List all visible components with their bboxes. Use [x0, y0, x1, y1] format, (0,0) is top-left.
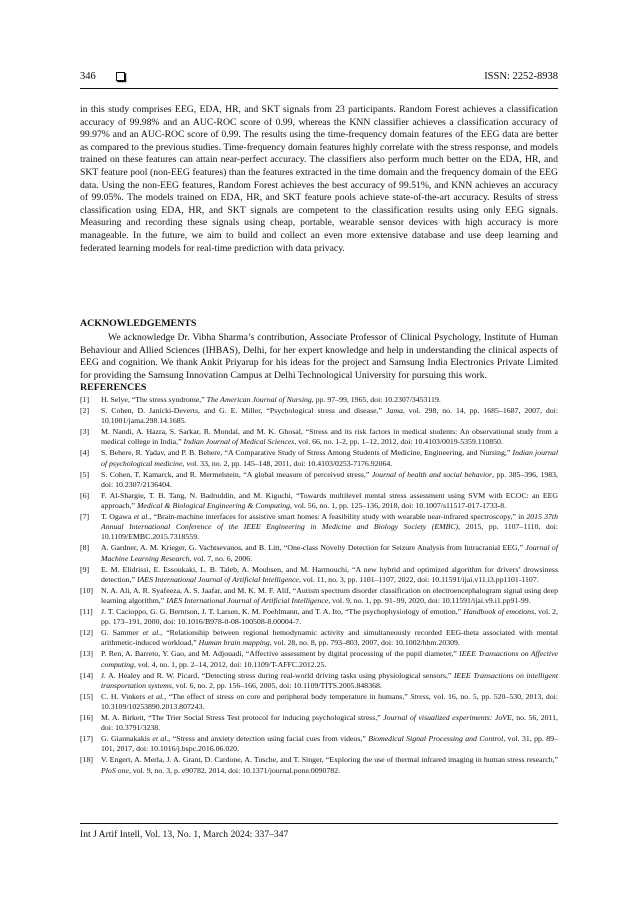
reference-item — [80, 692, 558, 712]
reference-venue: IEEE Transactions on intelligent transportation systems — [101, 670, 559, 690]
reference-venue: Jama — [385, 406, 403, 416]
reference-etal: et al. — [152, 734, 169, 744]
reference-etal: et al. — [147, 691, 165, 701]
reference-etal: et al. — [133, 512, 150, 522]
reference-details: , 2015, pp. 1107–1110, doi: 10.1109/EMBC.2015.7318559. — [101, 522, 558, 542]
reference-number: [8] — [80, 543, 90, 553]
reference-details: , vol. 56, no. 1, pp. 125–136, 2018, doi: 10.1007/s11517-017-1733-8. — [290, 501, 507, 511]
footer-rule — [80, 823, 558, 824]
reference-item — [80, 448, 558, 468]
reference-venue: The American Journal of Nursing — [206, 395, 312, 404]
reference-item — [80, 512, 558, 542]
reference-number: [11] — [80, 607, 93, 617]
reference-venue: Human brain mapping — [198, 638, 270, 648]
reference-details: , vol. 6, no. 2, pp. 156–166, 2005, doi: 10.1109/TITS.2005.848368. — [171, 680, 382, 690]
reference-item — [80, 427, 558, 447]
reference-item — [80, 713, 558, 733]
reference-venue: Stress — [410, 691, 429, 701]
reference-number: [10] — [80, 585, 93, 595]
reference-venue: Biomedical Signal Processing and Control — [368, 734, 504, 744]
reference-number: [3] — [80, 427, 90, 437]
reference-venue: IAES International Journal of Artificial Intelligence — [166, 595, 329, 605]
reference-number: [12] — [80, 628, 93, 638]
reference-details: , vol. 9, no. 3, p. e90782, 2014, doi: 10.1371/journal.pone.0090782. — [128, 765, 341, 775]
reference-number: [15] — [80, 691, 93, 701]
reference-venue: 2015 37th Annual International Conference of the IEEE Engineering in Medicine and Biology Society (EMBC) — [101, 512, 559, 532]
reference-venue: IEEE Transactions on Affective computing — [101, 649, 559, 669]
reference-venue: Journal of Machine Learning Research — [101, 543, 558, 563]
reference-number: [14] — [80, 670, 93, 680]
reference-authors: J. A. Healey and R. W. Picard, “Detecting stress during real-world driving tasks using physiological sensors,” — [101, 670, 452, 680]
reference-details: , vol. 298, no. 14, pp. 1685–1687, 2007, doi: 10.1001/jama.298.14.1685. — [101, 406, 558, 426]
reference-item — [80, 491, 558, 511]
reference-venue: PloS one — [101, 765, 129, 775]
reference-number: [16] — [80, 713, 93, 723]
reference-number: [7] — [80, 512, 90, 522]
reference-authors: S. Cohen, T. Kamarck, and R. Mermelstein, “A global measure of perceived stress,” — [101, 469, 370, 479]
page-header — [80, 71, 558, 87]
reference-venue: Indian Journal of Medical Sciences — [183, 437, 295, 447]
reference-details: , pp. 97–99, 1965, doi: 10.2307/3453119. — [311, 395, 441, 404]
reference-number: [4] — [80, 448, 90, 458]
reference-details: , vol. 16, no. 5, pp. 520–530, 2013, doi: 10.3109/10253890.2013.807243. — [101, 691, 558, 711]
journal-citation-footer: Int J Artif Intell, Vol. 13, No. 1, March 2024: 337–347 — [80, 829, 289, 840]
reference-item — [80, 734, 558, 754]
reference-authors: S. Cohen, D. Janicki-Deverts, and G. E. Miller, “Psychological stress and disease,” — [101, 406, 382, 416]
reference-venue: Journal of health and social behavior — [371, 469, 493, 479]
reference-title: , “Relationship between regional hemodynamic activity and simultaneously recorded EEG-theta associated with mental arithmetic-induced workload,” — [101, 628, 559, 648]
reference-title: , “Brain-machine interfaces for assistive smart homes: A feasibility study with wearable near-infrared spectroscopy,” in — [149, 512, 525, 522]
reference-title: , “The effect of stress on core and peripheral body temperature in humans,” — [164, 691, 408, 701]
reference-details: , vol. 11, no. 3, pp. 1101–1107, 2022, doi: 10.11591/ijai.v11.i3.pp1101-1107. — [299, 574, 539, 584]
reference-venue: Indian journal of psychological medicine — [101, 448, 558, 468]
reference-list — [80, 395, 558, 777]
reference-etal: et al. — [142, 628, 161, 638]
reference-authors: N. A. Ali, A. R. Syafeeza, A. S. Jaafar, and M. K. M. F. Alif, “Autism spectrum disorder classification on electroencephalogram signal using deep learning algorithm,” — [101, 585, 558, 605]
reference-venue: Journal of visualized experiments: JoVE — [383, 713, 512, 723]
reference-number: [2] — [80, 406, 90, 416]
header-rule — [80, 88, 558, 89]
reference-authors: C. H. Vinkers — [101, 691, 146, 701]
conclusion-paragraph: in this study comprises EEG, EDA, HR, and SKT signals from 23 participants. Random Forest achieves a classification accuracy of 99.98% and an AUC-ROC score of 0.99, whereas the KNN classifier achieves a classification accuracy of 99.97% and an AUC-ROC score of 0.99. The results using the time-frequency domain features of the EEG data are better as compared to the previous studies. Time-frequency domain features highly correlate with the stress response, and models trained on these features can attain near-perfect accuracy. The classifiers also perform much better on the EDA, HR, and SKT feature pool (non-EEG features) than the features extracted in the time domain and the frequency domain of the EEG data. Using the non-EEG features, Random Forest achieves the best accuracy of 99.51%, and KNN achieves an accuracy of 99.05%. The models trained on EDA, HR, and SKT feature pools achieve state-of-the-art accuracy. Results of stress classification using EDA, HR, and SKT signals are competent to the classification results using only EEG signals. Measuring and recording these signals using cheap, portable, wearable sensor devices with high accuracy is more manageable. In the future, we aim to build and collect an even more extensive database and use deep learning and federated learning models for real-time prediction with data privacy. — [80, 104, 558, 254]
reference-authors: E. M. Elidrissi, E. Essoukaki, L. B. Taleb, A. Mouhsen, and M. Harmouchi, “A new hybrid and optimized algorithm for drivers’ drowsiness detection,” — [101, 564, 558, 584]
issn-label: ISSN: 2252-8938 — [484, 71, 558, 82]
reference-venue: Medical & Biological Engineering & Computing — [136, 501, 291, 511]
reference-details: , vol. 28, no. 8, pp. 793–803, 2007, doi: 10.1002/hbm.20309. — [269, 638, 460, 648]
reference-details: , pp. 385–396, 1983, doi: 10.2307/2136404. — [101, 469, 559, 489]
reference-item — [80, 406, 558, 426]
reference-details: , vol. 7, no. 6, 2006. — [189, 553, 253, 563]
checkbox-square-icon — [116, 72, 125, 81]
reference-authors: M. Nandi, A. Hazra, S. Sarkar, R. Mondal, and M. K. Ghosal, “Stress and its risk factors in medical students: An observational study from a medical college in India,” — [101, 427, 558, 447]
reference-authors: M. A. Birkett, “The Trier Social Stress Test protocol for inducing psychological stress,” — [101, 713, 381, 723]
reference-title: , “Stress and anxiety detection using facial cues from videos,” — [168, 734, 366, 744]
acknowledgements-paragraph: We acknowledge Dr. Vibha Sharma’s contribution, Associate Professor of Clinical Psychology, Institute of Human Behaviour and Allied Sciences (IHBAS), Delhi, for her expert knowledge and help in understanding the clinical aspects of EEG and cognition. We thank Ankit Priyarup for his ideas for the project and Samsung India Electronics Private Limited for providing the Samsung Innovation Campus at Delhi Technological University for pursuing this work. — [80, 332, 558, 381]
reference-number: [5] — [80, 469, 90, 479]
reference-details: , vol. 9, no. 1, pp. 91–99, 2020, doi: 10.11591/ijai.v9.i1.pp91-99. — [328, 595, 531, 605]
reference-item — [80, 565, 558, 585]
reference-authors: J. T. Cacioppo, G. G. Berntson, J. T. Larsen, K. M. Poehlmann, and T. A. Ito, “The psychophysiology of emotion,” — [101, 607, 462, 617]
reference-number: [18] — [80, 755, 93, 765]
reference-item — [80, 607, 558, 627]
reference-authors: G. Giannakakis — [101, 734, 150, 744]
reference-details: , vol. 66, no. 1-2, pp. 1–12, 2012, doi: 10.4103/0019-5359.110850. — [294, 437, 503, 447]
page-number: 346 — [80, 71, 96, 82]
reference-authors: V. Engert, A. Merla, J. A. Grant, D. Cardone, A. Tusche, and T. Singer, “Exploring the use of thermal infrared imaging in human stress research,” — [101, 755, 558, 765]
reference-item — [80, 470, 558, 490]
reference-authors: H. Selye, “The stress syndrome,” — [101, 395, 205, 404]
reference-item — [80, 586, 558, 606]
reference-number: [17] — [80, 734, 93, 744]
reference-details: , vol. 31, pp. 89–101, 2017, doi: 10.1016/j.bspc.2016.06.020. — [101, 734, 558, 754]
reference-venue: Handbook of emotions — [463, 607, 535, 617]
reference-venue: IAES International Journal of Artificial Intelligence — [136, 574, 299, 584]
reference-number: [6] — [80, 490, 90, 500]
reference-authors: T. Ogawa — [101, 512, 132, 522]
reference-item — [80, 543, 558, 563]
reference-item — [80, 649, 558, 669]
references-heading: REFERENCES — [80, 382, 147, 393]
acknowledgements-heading: ACKNOWLEDGEMENTS — [80, 318, 197, 329]
reference-item — [80, 628, 558, 648]
reference-number: [13] — [80, 649, 93, 659]
reference-details: , vol. 33, no. 2, pp. 145–148, 2011, doi: 10.4103/0253-7176.92064. — [182, 458, 393, 468]
reference-authors: P. Ren, A. Barreto, Y. Gao, and M. Adjouadi, “Affective assessment by digital processing of the pupil diameter,” — [101, 649, 457, 659]
reference-details: , vol. 2, pp. 173–191, 2000, doi: 10.1016/B978-0-08-100508-8.00004-7. — [101, 607, 558, 627]
reference-item — [80, 755, 558, 775]
reference-item — [80, 395, 558, 405]
reference-authors: A. Gardner, A. M. Krieger, G. Vachtsevanos, and B. Litt, “One-class Novelty Detection for Seizure Analysis from Intracranial EEG,” — [101, 543, 524, 553]
reference-number: [1] — [80, 395, 90, 404]
reference-authors: G. Sammer — [101, 628, 139, 638]
reference-number: [9] — [80, 564, 90, 574]
reference-details: , no. 56, 2011, doi: 10.3791/3238. — [101, 713, 558, 733]
reference-authors: S. Behere, R. Yadav, and P. B. Behere, “A Comparative Study of Stress Among Students of Medicine, Engineering, and Nursing,” — [101, 448, 511, 458]
reference-item — [80, 671, 558, 691]
reference-details: , vol. 4, no. 1, pp. 2–14, 2012, doi: 10.1109/T-AFFC.2012.25. — [133, 659, 327, 669]
reference-authors: F. Al-Shargie, T. B. Tang, N. Badruddin, and M. Kiguchi, “Towards multilevel mental stress assessment using SVM with ECOC: an EEG approach,” — [101, 490, 558, 511]
